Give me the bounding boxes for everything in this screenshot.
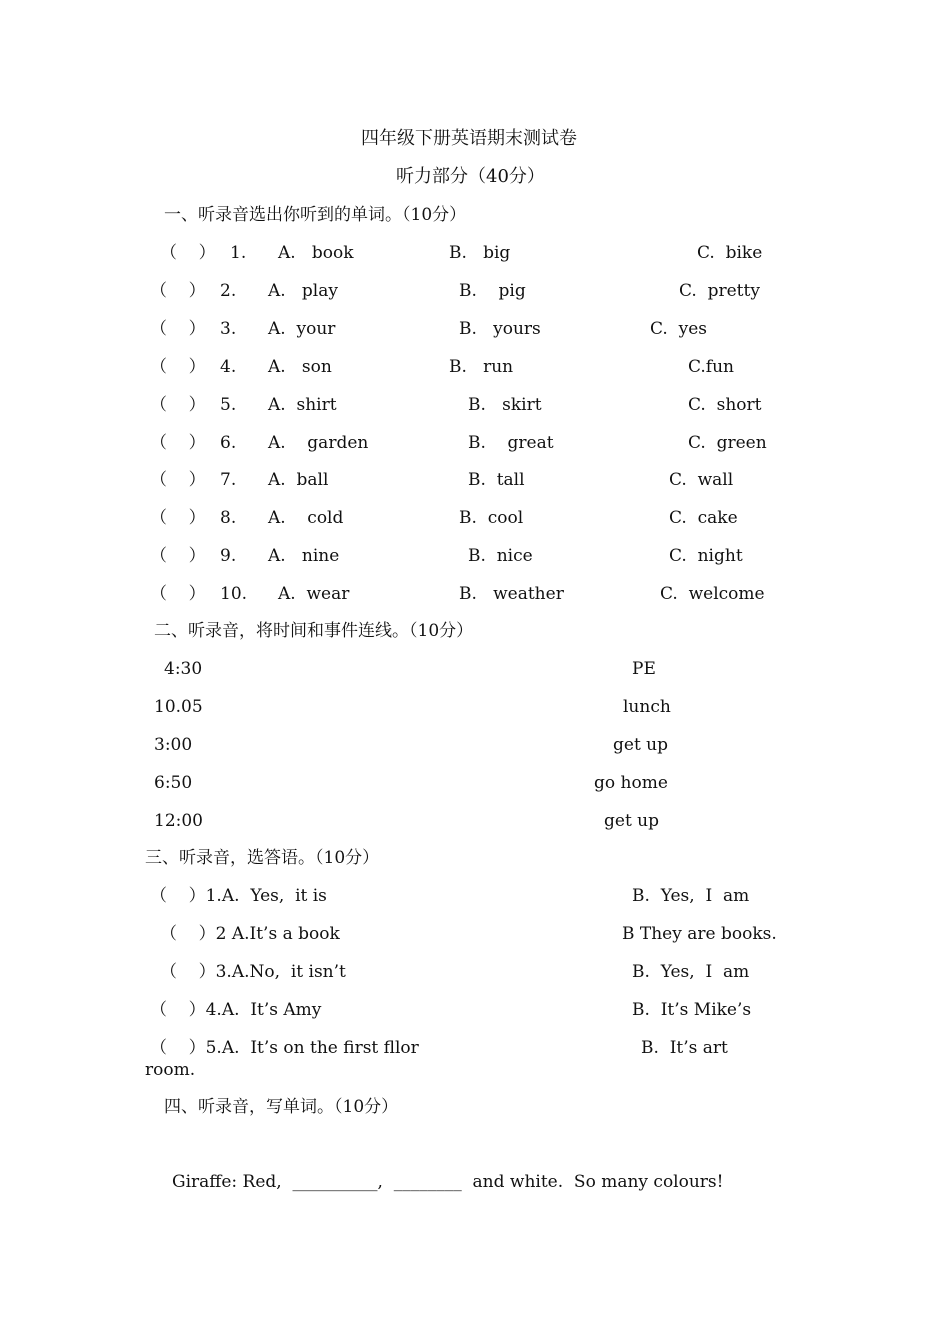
event-label: go home [594, 773, 668, 793]
event-label: get up [604, 811, 660, 831]
option-a: A. garden [268, 433, 369, 453]
section4-heading: 四、听录音，写单词。（10分） [164, 1097, 399, 1117]
time-label: 10.05 [154, 697, 203, 717]
option-b: B. weather [459, 584, 564, 604]
option-c: C. night [669, 546, 743, 566]
answer-blank[interactable]: （ ） [150, 395, 206, 415]
item-number: 4. [220, 357, 237, 377]
option-b: B. nice [468, 546, 533, 566]
question-left[interactable]: （ ）4.A. It’s Amy [150, 1000, 322, 1020]
answer-blank[interactable]: （ ） [150, 319, 206, 339]
section3-heading: 三、听录音，选答语。（10分） [145, 848, 380, 868]
option-a: A. wear [278, 584, 350, 604]
time-label: 4:30 [164, 659, 203, 679]
answer-blank[interactable]: （ ） [150, 546, 206, 566]
item-number: 5. [220, 395, 237, 415]
page-subtitle: 听力部分（40分） [396, 166, 545, 187]
option-b: B. Yes, I am [632, 886, 750, 906]
answer-blank[interactable]: （ ） [160, 243, 216, 263]
question-left[interactable]: （ ）3.A.No, it isn’t [160, 962, 346, 982]
option-b: B. It’s art [641, 1038, 728, 1058]
section2-heading: 二、听录音，将时间和事件连线。（10分） [154, 621, 474, 641]
item-number: 3. [220, 319, 237, 339]
item-number: 2. [220, 281, 237, 301]
option-b: B. cool [459, 508, 524, 528]
option-b: B. yours [459, 319, 541, 339]
item-number: 7. [220, 470, 237, 490]
option-a: A. shirt [268, 395, 337, 415]
option-c: C. welcome [660, 584, 765, 604]
time-label: 3:00 [154, 735, 193, 755]
wrapped-text: room. [145, 1060, 196, 1080]
answer-blank[interactable]: （ ） [150, 470, 206, 490]
option-c: C. bike [697, 243, 763, 263]
time-label: 12:00 [154, 811, 203, 831]
option-c: C. green [688, 433, 767, 453]
option-b: B. great [468, 433, 554, 453]
option-b: B. Yes, I am [632, 962, 750, 982]
answer-blank[interactable]: （ ） [150, 433, 206, 453]
option-c: C. yes [650, 319, 708, 339]
option-c: C. pretty [679, 281, 760, 301]
option-c: C. cake [669, 508, 738, 528]
question-left[interactable]: （ ）1.A. Yes, it is [150, 886, 327, 906]
section1-heading: 一、听录音选出你听到的单词。（10分） [164, 205, 467, 225]
option-b: B. big [449, 243, 511, 263]
event-label: PE [632, 659, 656, 679]
option-a: A. ball [268, 470, 329, 490]
option-b: B. It’s Mike’s [632, 1000, 752, 1020]
option-b: B. tall [468, 470, 525, 490]
option-c: C.fun [688, 357, 734, 377]
event-label: lunch [623, 697, 671, 717]
answer-blank[interactable]: （ ） [150, 281, 206, 301]
option-a: A. nine [268, 546, 340, 566]
option-a: A. cold [268, 508, 344, 528]
item-number: 8. [220, 508, 237, 528]
answer-blank[interactable]: （ ） [150, 508, 206, 528]
item-number: 10. [220, 584, 248, 604]
answer-blank[interactable]: （ ） [150, 357, 206, 377]
fill-in-sentence[interactable]: Giraffe: Red, __________, ________ and white. So many colours! [172, 1172, 724, 1192]
option-b: B They are books. [622, 924, 777, 944]
option-b: B. pig [459, 281, 526, 301]
answer-blank[interactable]: （ ） [150, 584, 206, 604]
option-a: A. son [268, 357, 332, 377]
option-b: B. run [449, 357, 514, 377]
item-number: 6. [220, 433, 237, 453]
item-number: 1. [230, 243, 247, 263]
event-label: get up [613, 735, 669, 755]
option-c: C. short [688, 395, 762, 415]
page-title: 四年级下册英语期末测试卷 [361, 128, 577, 149]
time-label: 6:50 [154, 773, 193, 793]
option-a: A. your [268, 319, 336, 339]
option-b: B. skirt [468, 395, 542, 415]
item-number: 9. [220, 546, 237, 566]
question-left[interactable]: （ ）5.A. It’s on the first fllor [150, 1038, 419, 1058]
option-a: A. play [268, 281, 338, 301]
question-left[interactable]: （ ）2 A.It’s a book [160, 924, 340, 944]
option-a: A. book [278, 243, 354, 263]
option-c: C. wall [669, 470, 734, 490]
